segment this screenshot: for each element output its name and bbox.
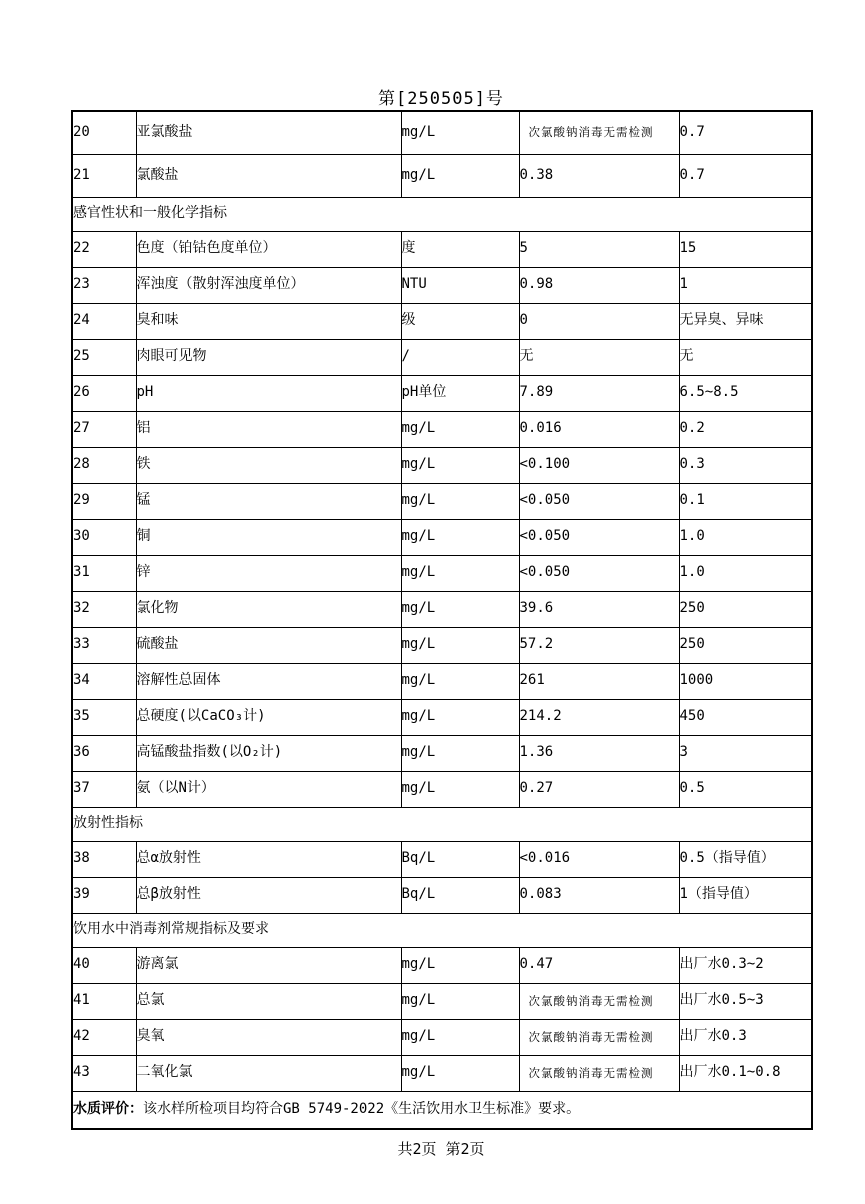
limit-cell: 0.5 — [679, 771, 812, 807]
table-row — [72, 267, 812, 303]
parameter-name-cell: 总β放射性 — [136, 877, 401, 913]
row-number-cell: 39 — [72, 877, 136, 913]
table-row — [72, 1055, 812, 1091]
result-cell: 无 — [519, 339, 679, 375]
row-number-cell: 40 — [72, 947, 136, 983]
table-row — [72, 231, 812, 267]
row-number-cell: 42 — [72, 1019, 136, 1055]
unit-cell: mg/L — [401, 447, 519, 483]
result-cell: 5 — [519, 231, 679, 267]
limit-cell: 出厂水0.1~0.8 — [679, 1055, 812, 1091]
parameter-name-cell: 亚氯酸盐 — [136, 111, 401, 154]
section-header-label: 饮用水中消毒剂常规指标及要求 — [72, 913, 812, 947]
table-row — [72, 699, 812, 735]
table-row — [72, 663, 812, 699]
result-cell: 261 — [519, 663, 679, 699]
limit-cell: 1000 — [679, 663, 812, 699]
limit-cell: 1.0 — [679, 519, 812, 555]
unit-cell: mg/L — [401, 411, 519, 447]
parameter-name-cell: 肉眼可见物 — [136, 339, 401, 375]
result-cell: 0.47 — [519, 947, 679, 983]
row-number-cell: 34 — [72, 663, 136, 699]
table-row — [72, 339, 812, 375]
result-cell: 0.083 — [519, 877, 679, 913]
evaluation-text: 该水样所检项目均符合GB 5749-2022《生活饮用水卫生标准》要求。 — [143, 1101, 581, 1118]
result-cell: 0.016 — [519, 411, 679, 447]
row-number-cell: 43 — [72, 1055, 136, 1091]
row-number-cell: 28 — [72, 447, 136, 483]
unit-cell: mg/L — [401, 663, 519, 699]
result-cell: 7.89 — [519, 375, 679, 411]
evaluation-label: 水质评价： — [73, 1101, 143, 1118]
unit-cell: mg/L — [401, 154, 519, 197]
unit-cell: pH单位 — [401, 375, 519, 411]
unit-cell: 级 — [401, 303, 519, 339]
table-row — [72, 375, 812, 411]
row-number-cell: 30 — [72, 519, 136, 555]
unit-cell: mg/L — [401, 591, 519, 627]
page-indicator: 共2页 第2页 — [397, 1140, 485, 1158]
unit-cell: mg/L — [401, 771, 519, 807]
evaluation-row — [72, 1091, 812, 1129]
table-row — [72, 555, 812, 591]
limit-cell: 250 — [679, 627, 812, 663]
parameter-name-cell: 臭和味 — [136, 303, 401, 339]
table-row — [72, 483, 812, 519]
parameter-name-cell: 氯化物 — [136, 591, 401, 627]
parameter-name-cell: 锌 — [136, 555, 401, 591]
table-row — [72, 877, 812, 913]
unit-cell: Bq/L — [401, 841, 519, 877]
parameter-name-cell: 二氧化氯 — [136, 1055, 401, 1091]
section-header-label: 放射性指标 — [72, 807, 812, 841]
limit-cell: 0.2 — [679, 411, 812, 447]
unit-cell: mg/L — [401, 519, 519, 555]
limit-cell: 0.7 — [679, 111, 812, 154]
parameter-name-cell: 硫酸盐 — [136, 627, 401, 663]
limit-cell: 450 — [679, 699, 812, 735]
unit-cell: NTU — [401, 267, 519, 303]
table-row — [72, 519, 812, 555]
result-cell: 0.27 — [519, 771, 679, 807]
section-header-row — [72, 807, 812, 841]
parameter-name-cell: 总α放射性 — [136, 841, 401, 877]
unit-cell: mg/L — [401, 555, 519, 591]
row-number-cell: 23 — [72, 267, 136, 303]
table-row — [72, 983, 812, 1019]
result-cell: 0 — [519, 303, 679, 339]
unit-cell: mg/L — [401, 1019, 519, 1055]
result-cell: 次氯酸钠消毒无需检测 — [519, 111, 679, 154]
limit-cell: 1（指导值） — [679, 877, 812, 913]
row-number-cell: 21 — [72, 154, 136, 197]
result-cell: 次氯酸钠消毒无需检测 — [519, 983, 679, 1019]
row-number-cell: 25 — [72, 339, 136, 375]
unit-cell: mg/L — [401, 983, 519, 1019]
row-number-cell: 38 — [72, 841, 136, 877]
water-quality-results-table — [71, 110, 813, 1130]
row-number-cell: 36 — [72, 735, 136, 771]
unit-cell: / — [401, 339, 519, 375]
limit-cell: 1 — [679, 267, 812, 303]
table-row — [72, 591, 812, 627]
parameter-name-cell: 溶解性总固体 — [136, 663, 401, 699]
table-row — [72, 1019, 812, 1055]
parameter-name-cell: 游离氯 — [136, 947, 401, 983]
section-header-row — [72, 197, 812, 231]
parameter-name-cell: 高锰酸盐指数(以O₂计) — [136, 735, 401, 771]
unit-cell: mg/L — [401, 735, 519, 771]
parameter-name-cell: 铝 — [136, 411, 401, 447]
row-number-cell: 29 — [72, 483, 136, 519]
unit-cell: mg/L — [401, 483, 519, 519]
parameter-name-cell: pH — [136, 375, 401, 411]
parameter-name-cell: 氨（以N计） — [136, 771, 401, 807]
parameter-name-cell: 总硬度(以CaCO₃计) — [136, 699, 401, 735]
result-cell: <0.016 — [519, 841, 679, 877]
results-table-body — [72, 111, 812, 1091]
limit-cell: 出厂水0.3~2 — [679, 947, 812, 983]
limit-cell: 3 — [679, 735, 812, 771]
section-header-row — [72, 913, 812, 947]
table-row — [72, 411, 812, 447]
unit-cell: mg/L — [401, 1055, 519, 1091]
unit-cell: mg/L — [401, 111, 519, 154]
table-row — [72, 841, 812, 877]
parameter-name-cell: 锰 — [136, 483, 401, 519]
row-number-cell: 41 — [72, 983, 136, 1019]
limit-cell: 15 — [679, 231, 812, 267]
row-number-cell: 32 — [72, 591, 136, 627]
limit-cell: 出厂水0.5~3 — [679, 983, 812, 1019]
table-row — [72, 627, 812, 663]
unit-cell: Bq/L — [401, 877, 519, 913]
document-number: 第[250505]号 — [378, 89, 504, 109]
table-row — [72, 947, 812, 983]
row-number-cell: 37 — [72, 771, 136, 807]
limit-cell: 0.3 — [679, 447, 812, 483]
row-number-cell: 31 — [72, 555, 136, 591]
limit-cell: 0.7 — [679, 154, 812, 197]
row-number-cell: 27 — [72, 411, 136, 447]
limit-cell: 0.5（指导值） — [679, 841, 812, 877]
parameter-name-cell: 铁 — [136, 447, 401, 483]
section-header-label: 感官性状和一般化学指标 — [72, 197, 812, 231]
limit-cell: 无 — [679, 339, 812, 375]
row-number-cell: 22 — [72, 231, 136, 267]
result-cell: <0.050 — [519, 519, 679, 555]
evaluation-cell — [72, 1091, 812, 1129]
limit-cell: 1.0 — [679, 555, 812, 591]
result-cell: 0.98 — [519, 267, 679, 303]
row-number-cell: 26 — [72, 375, 136, 411]
result-cell: 214.2 — [519, 699, 679, 735]
parameter-name-cell: 色度（铂钴色度单位） — [136, 231, 401, 267]
limit-cell: 0.1 — [679, 483, 812, 519]
limit-cell: 250 — [679, 591, 812, 627]
result-cell: <0.100 — [519, 447, 679, 483]
limit-cell: 出厂水0.3 — [679, 1019, 812, 1055]
table-row — [72, 735, 812, 771]
table-row — [72, 771, 812, 807]
row-number-cell: 35 — [72, 699, 136, 735]
parameter-name-cell: 氯酸盐 — [136, 154, 401, 197]
limit-cell: 6.5~8.5 — [679, 375, 812, 411]
unit-cell: mg/L — [401, 699, 519, 735]
result-cell: <0.050 — [519, 483, 679, 519]
unit-cell: mg/L — [401, 627, 519, 663]
row-number-cell: 20 — [72, 111, 136, 154]
parameter-name-cell: 臭氧 — [136, 1019, 401, 1055]
table-row — [72, 447, 812, 483]
parameter-name-cell: 铜 — [136, 519, 401, 555]
unit-cell: mg/L — [401, 947, 519, 983]
result-cell: 57.2 — [519, 627, 679, 663]
result-cell: 次氯酸钠消毒无需检测 — [519, 1019, 679, 1055]
parameter-name-cell: 总氯 — [136, 983, 401, 1019]
limit-cell: 无异臭、异味 — [679, 303, 812, 339]
unit-cell: 度 — [401, 231, 519, 267]
table-row — [72, 303, 812, 339]
row-number-cell: 24 — [72, 303, 136, 339]
result-cell: <0.050 — [519, 555, 679, 591]
table-row — [72, 154, 812, 197]
table-row — [72, 111, 812, 154]
result-cell: 39.6 — [519, 591, 679, 627]
row-number-cell: 33 — [72, 627, 136, 663]
result-cell: 1.36 — [519, 735, 679, 771]
result-cell: 次氯酸钠消毒无需检测 — [519, 1055, 679, 1091]
parameter-name-cell: 浑浊度（散射浑浊度单位） — [136, 267, 401, 303]
result-cell: 0.38 — [519, 154, 679, 197]
